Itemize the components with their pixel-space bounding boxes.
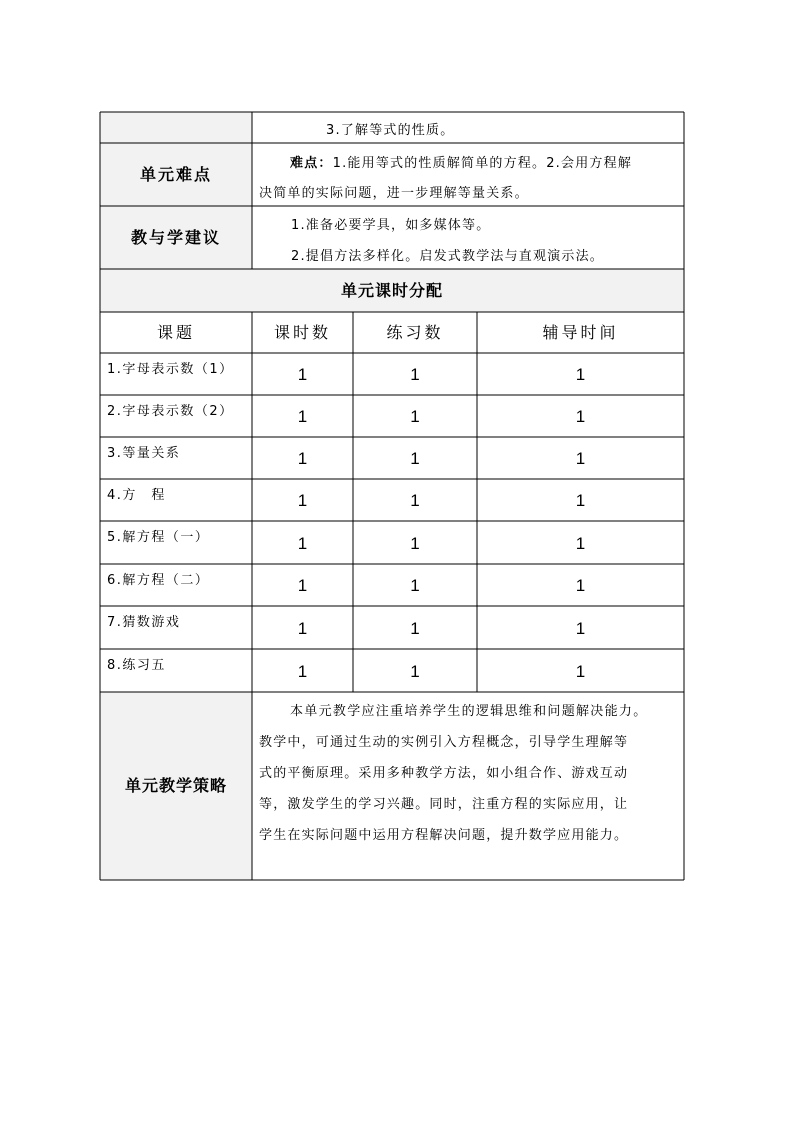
row-hours-3: 1 — [297, 449, 308, 469]
row-topic-4: 4.方 程 — [107, 488, 166, 503]
row-exercises-2: 1 — [410, 407, 420, 427]
header-exercises: 练习数 — [386, 322, 444, 342]
header-hours: 课时数 — [273, 322, 331, 342]
row-exercises-8: 1 — [410, 661, 420, 681]
row-topic-6: 6.解方程（二） — [107, 573, 210, 588]
row-hours-8: 1 — [297, 661, 308, 681]
row-tutoring-7: 1 — [575, 618, 586, 638]
row-tutoring-6: 1 — [575, 576, 586, 596]
row-topic-5: 5.解方程（一） — [107, 530, 210, 545]
difficulty-text-1: 1.能用等式的性质解简单的方程。2.会用方程解 — [332, 156, 633, 171]
row-hours-5: 1 — [297, 533, 308, 553]
strategy-label: 单元教学策略 — [124, 776, 227, 796]
row-topic-3: 3.等量关系 — [107, 446, 181, 461]
difficulty-prefix: 难点： — [290, 156, 333, 171]
row-exercises-4: 1 — [410, 491, 420, 511]
strategy-line-2: 教学中，可通过生动的实例引入方程概念，引导学生理解等 — [259, 735, 629, 750]
suggestion-item-2: 2.提倡方法多样化。启发式教学法与直观演示法。 — [291, 249, 605, 264]
row-exercises-7: 1 — [410, 618, 420, 638]
strategy-line-1: 本单元教学应注重培养学生的逻辑思维和问题解决能力。 — [290, 704, 648, 719]
top-row-text: 3.了解等式的性质。 — [326, 123, 455, 138]
row-hours-6: 1 — [297, 576, 308, 596]
row-tutoring-8: 1 — [575, 661, 586, 681]
strategy-line-4: 等，激发学生的学习兴趣。同时，注重方程的实际应用，让 — [259, 797, 629, 812]
strategy-line-3: 式的平衡原理。采用多种教学方法，如小组合作、游戏互动 — [259, 766, 629, 781]
row-exercises-1: 1 — [410, 365, 420, 385]
row-topic-7: 7.猜数游戏 — [107, 615, 181, 630]
strategy-label-cell — [100, 692, 252, 880]
difficulty-label-cell — [100, 143, 252, 206]
row-tutoring-3: 1 — [575, 449, 586, 469]
suggestions-label-cell — [100, 206, 252, 269]
row-hours-7: 1 — [297, 618, 308, 638]
difficulty-label: 单元难点 — [139, 164, 212, 184]
row-hours-2: 1 — [297, 407, 308, 427]
row-tutoring-1: 1 — [575, 365, 586, 385]
difficulty-line2: 决简单的实际问题，进一步理解等量关系。 — [259, 186, 529, 201]
row-tutoring-4: 1 — [575, 491, 586, 511]
row-tutoring-2: 1 — [575, 407, 586, 427]
row-hours-1: 1 — [297, 365, 308, 385]
row-topic-1: 1.字母表示数（1） — [107, 362, 234, 377]
row-exercises-6: 1 — [410, 576, 420, 596]
row-tutoring-5: 1 — [575, 533, 586, 553]
header-topic: 课题 — [156, 322, 195, 342]
row-exercises-5: 1 — [410, 533, 420, 553]
suggestions-label: 教与学建议 — [130, 227, 221, 247]
row-topic-2: 2.字母表示数（2） — [107, 404, 234, 419]
suggestion-item-1: 1.准备必要学具，如多媒体等。 — [291, 218, 491, 233]
difficulty-line1 — [290, 152, 632, 171]
header-tutoring: 辅导时间 — [542, 322, 619, 342]
allocation-title-cell — [100, 269, 684, 312]
row-topic-8: 8.练习五 — [107, 658, 166, 673]
top-label-cell — [100, 112, 252, 143]
strategy-line-5: 学生在实际问题中运用方程解决问题，提升数学应用能力。 — [259, 828, 629, 843]
allocation-title: 单元课时分配 — [340, 280, 443, 300]
row-hours-4: 1 — [297, 491, 308, 511]
row-exercises-3: 1 — [410, 449, 420, 469]
